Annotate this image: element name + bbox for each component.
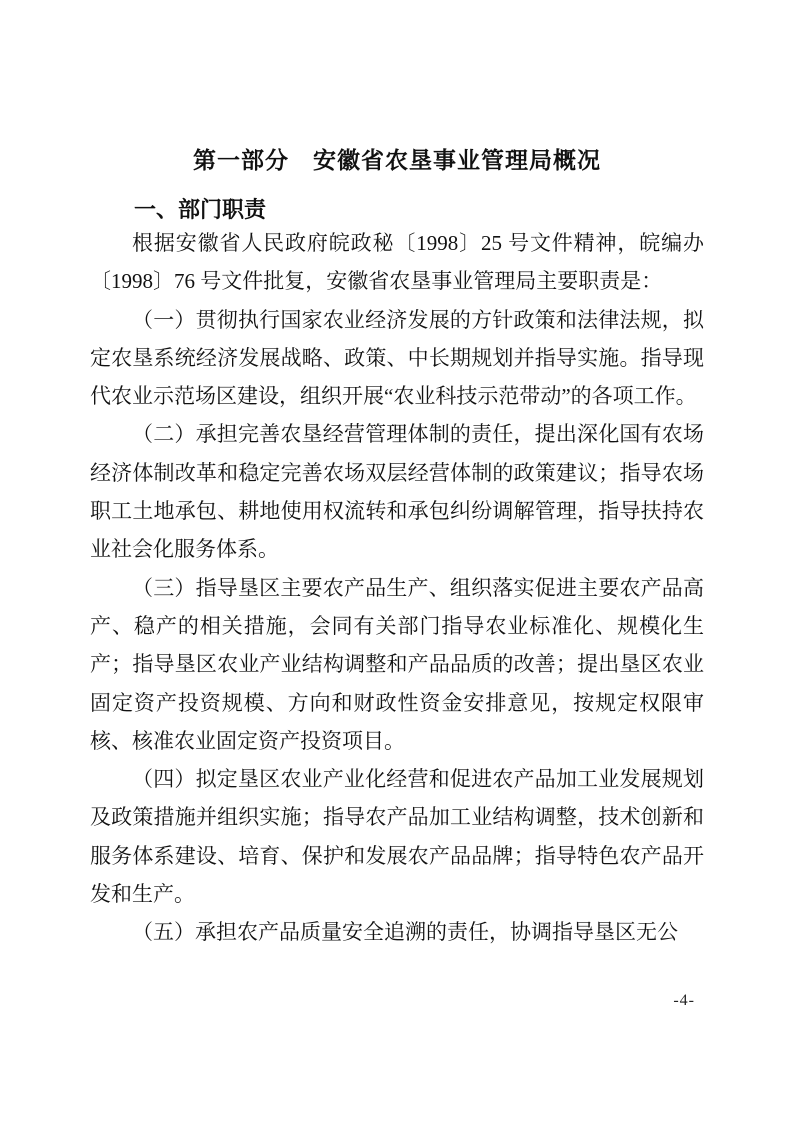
document-body — [90, 224, 704, 952]
section-heading: 一、部门职责 — [134, 197, 267, 222]
paragraph-duty-4: （四）拟定垦区农业产业化经营和促进农产品加工业发展规划及政策措施并组织实施；指导农产品加工业结构调整，技术创新和服务体系建设、培育、保护和发展农产品品牌；指导特色农产品开发和生产。 — [90, 767, 704, 907]
document-title: 第一部分 安徽省农垦事业管理局概况 — [193, 147, 601, 173]
paragraph-duty-3: （三）指导垦区主要农产品生产、组织落实促进主要农产品高产、稳产的相关措施，会同有关部门指导农业标准化、规模化生产；指导垦区农业产业结构调整和产品品质的改善；提出垦区农业固定资产投资规模、方向和财政性资金安排意见，按规定权限审核、核准农业固定资产投资项目。 — [90, 575, 704, 753]
paragraph-duty-2: （二）承担完善农垦经营管理体制的责任，提出深化国有农场经济体制改革和稳定完善农场双层经营体制的政策建议；指导农场职工土地承包、耕地使用权流转和承包纠纷调解管理，指导扶持农业社会化服务体系。 — [90, 422, 704, 562]
page-number: -4- — [673, 992, 695, 1009]
paragraph-intro: 根据安徽省人民政府皖政秘〔1998〕25 号文件精神，皖编办〔1998〕76 号文件批复，安徽省农垦事业管理局主要职责是： — [90, 231, 704, 294]
paragraph-duty-1: （一）贯彻执行国家农业经济发展的方针政策和法律法规，拟定农垦系统经济发展战略、政策、中长期规划并指导实施。指导现代农业示范场区建设，组织开展“农业科技示范带动”的各项工作。 — [90, 307, 704, 409]
paragraph-duty-5: （五）承担农产品质量安全追溯的责任，协调指导垦区无公 — [132, 920, 678, 945]
